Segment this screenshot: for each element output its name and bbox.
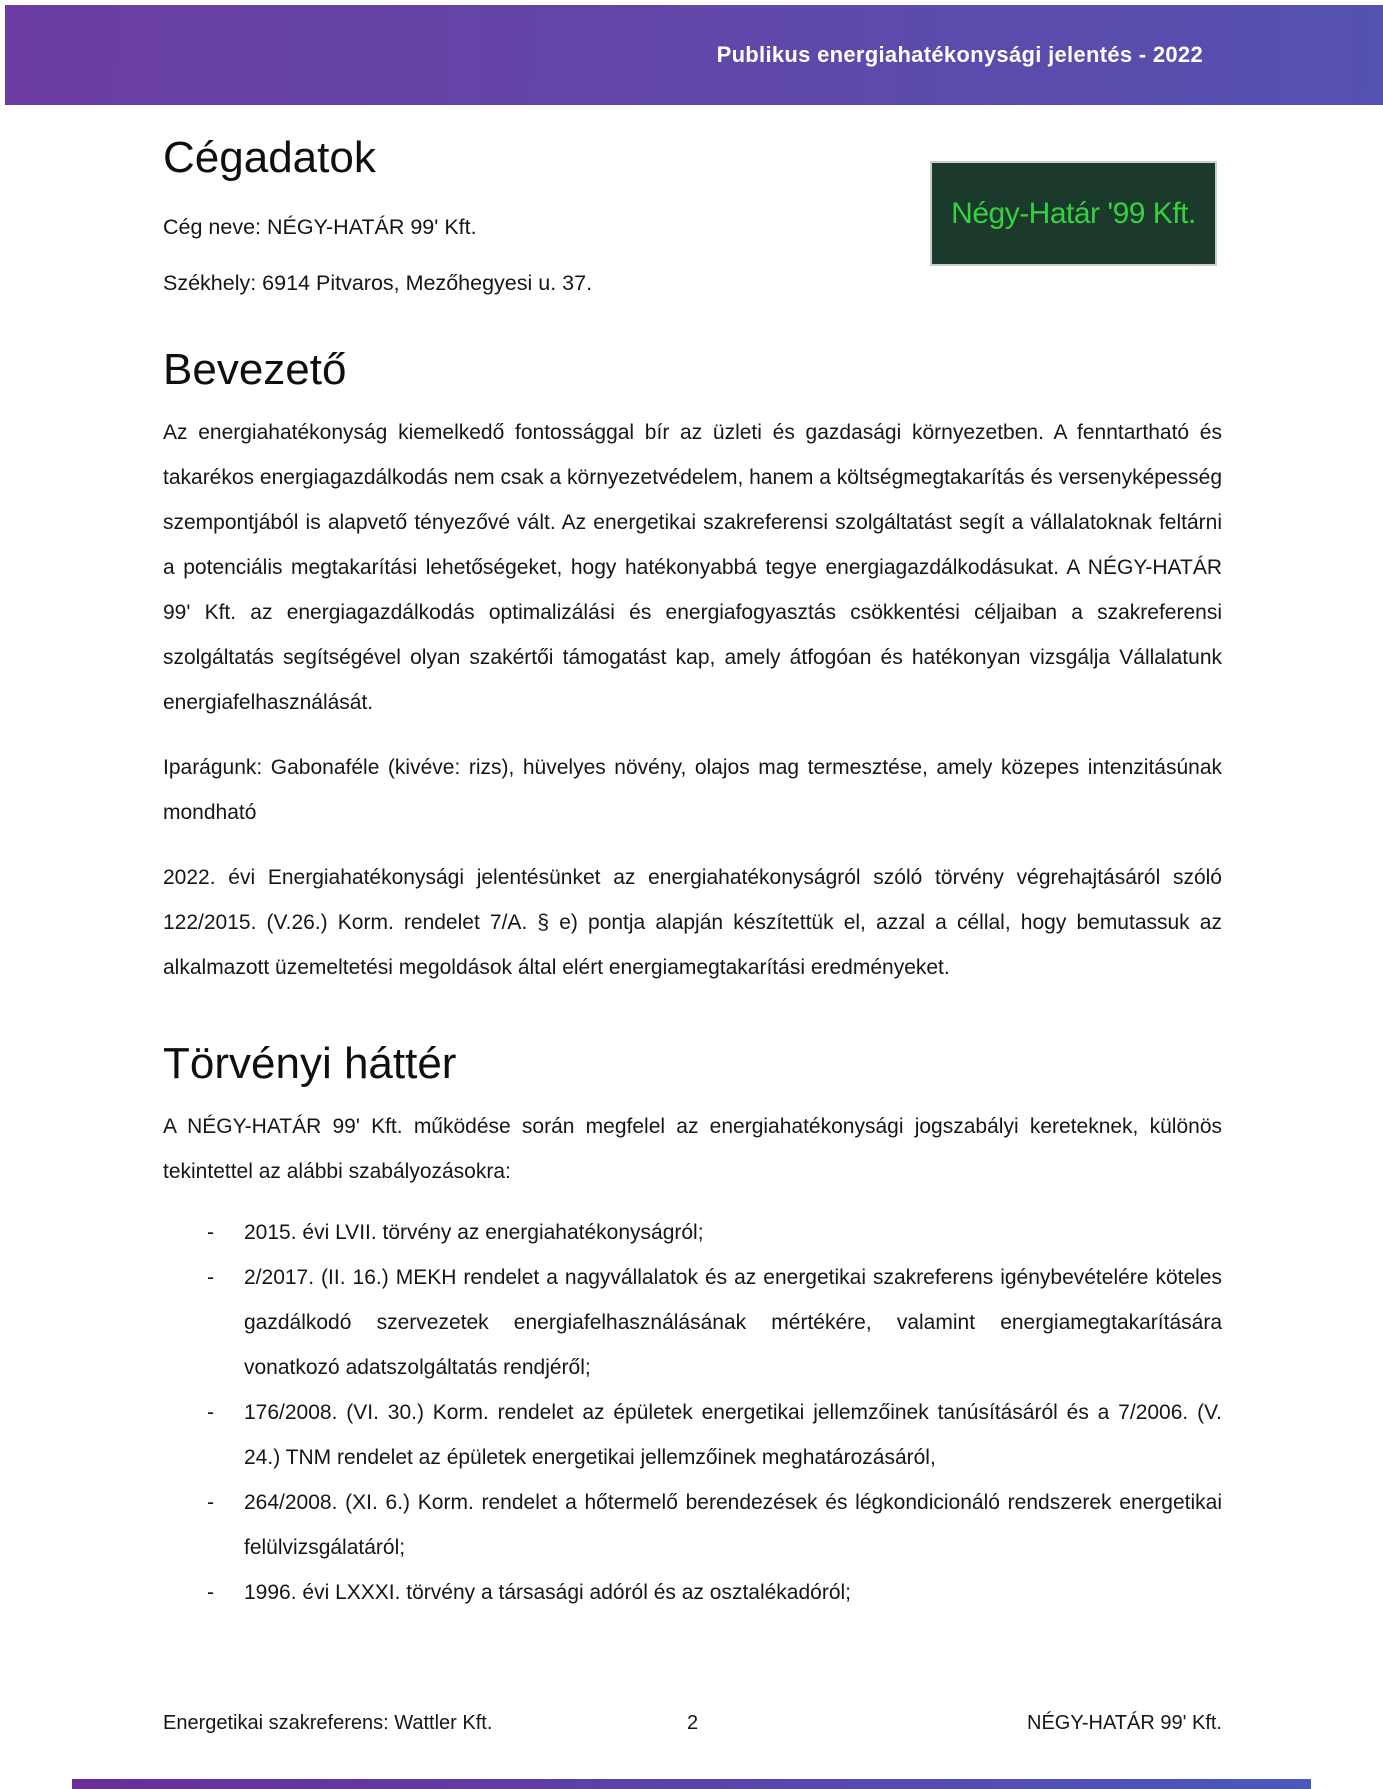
legal-list-item [163,1255,1222,1390]
footer-page-number: 2 [686,1712,699,1734]
legal-list-item [163,1390,1222,1480]
intro-paragraph-2: Iparágunk: Gabonaféle (kivéve: rizs), hüvelyes növény, olajos mag termesztése, amely közepes intenzitásúnak mondható [163,756,1222,824]
section-title-cegadatok: Cégadatok [163,133,376,182]
list-bullet: - [207,1266,214,1289]
legal-list-item [163,1210,1222,1255]
list-bullet: - [207,1491,214,1514]
footer-right-text: NÉGY-HATÁR 99' Kft. [1027,1712,1222,1734]
company-name-line: Cég neve: NÉGY-HATÁR 99' Kft. [163,215,477,239]
list-bullet: - [207,1581,214,1604]
list-item-text: 1996. évi LXXXI. törvény a társasági adóról és az osztalékadóról; [244,1581,852,1604]
company-logo-text: Négy-Határ '99 Kft. [951,196,1196,230]
list-bullet: - [207,1401,214,1424]
list-bullet: - [207,1221,214,1244]
list-item-text: 2/2017. (II. 16.) MEKH rendelet a nagyvállalatok és az energetikai szakreferens igénybevételére köteles gazdálkodó szervezetek energiafelhasználásának mértékére, valamint energiamegtakarítására vonatkozó adatszolgáltatás rendjéről; [244,1266,1222,1379]
intro-paragraph-1: Az energiahatékonyság kiemelkedő fontossággal bír az üzleti és gazdasági környezetben. A fenntartható és takarékos energiagazdálkodás nem csak a környezetvédelem, hanem a költségmegtakarítás és versenyképesség szempontjából is alapvető tényezővé vált. Az energetikai szakreferensi szolgáltatást segít a vállalatoknak feltárni a potenciális megtakarítási lehetőségeket, hogy hatékonyabbá tegye energiagazdálkodásukat. A NÉGY-HATÁR 99' Kft. az energiagazdálkodás optimalizálási és energiafogyasztás csökkentési céljaiban a szakreferensi szolgáltatás segítségével olyan szakértői támogatást kap, amely átfogóan és hatékonyan vizsgálja Vállalatunk energiafelhasználását. [163,421,1222,714]
legal-list-item [163,1480,1222,1570]
legal-intro-paragraph: A NÉGY-HATÁR 99' Kft. működése során megfelel az energiahatékonysági jogszabályi kereteknek, különös tekintettel az alábbi szabályozásokra: [163,1115,1222,1183]
intro-paragraph-3: 2022. évi Energiahatékonysági jelentésünket az energiahatékonyságról szóló törvény végrehajtásáról szóló 122/2015. (V.26.) Korm. rendelet 7/A. § e) pontja alapján készítettük el, azzal a céllal, hogy bemutassuk az alkalmazott üzemeltetési megoldások által elért energiamegtakarítási eredményeket. [163,866,1222,979]
section-title-torvenyi-hatter: Törvényi háttér [163,1039,457,1088]
report-header-title: Publikus energiahatékonysági jelentés - 2022 [716,42,1203,67]
document-body [163,105,1222,1615]
list-item-text: 264/2008. (XI. 6.) Korm. rendelet a hőtermelő berendezések és légkondicionáló rendszerek energetikai felülvizsgálatáról; [244,1491,1222,1559]
company-address-line: Székhely: 6914 Pitvaros, Mezőhegyesi u. 37. [163,271,593,295]
list-item-text: 176/2008. (VI. 30.) Korm. rendelet az épületek energetikai jellemzőinek tanúsításáról és a 7/2006. (V. 24.) TNM rendelet az épületek energetikai jellemzőinek meghatározásáról, [244,1401,1222,1469]
legal-list-item [163,1570,1222,1615]
page-footer [163,1712,1222,1735]
legal-list [163,1210,1222,1615]
list-item-text: 2015. évi LVII. törvény az energiahatékonyságról; [244,1221,704,1244]
report-header-bar [5,5,1383,105]
footer-left-text: Energetikai szakreferens: Wattler Kft. [163,1712,493,1734]
section-title-bevezeto: Bevezető [163,345,347,394]
footer-accent-bar [72,1779,1311,1789]
